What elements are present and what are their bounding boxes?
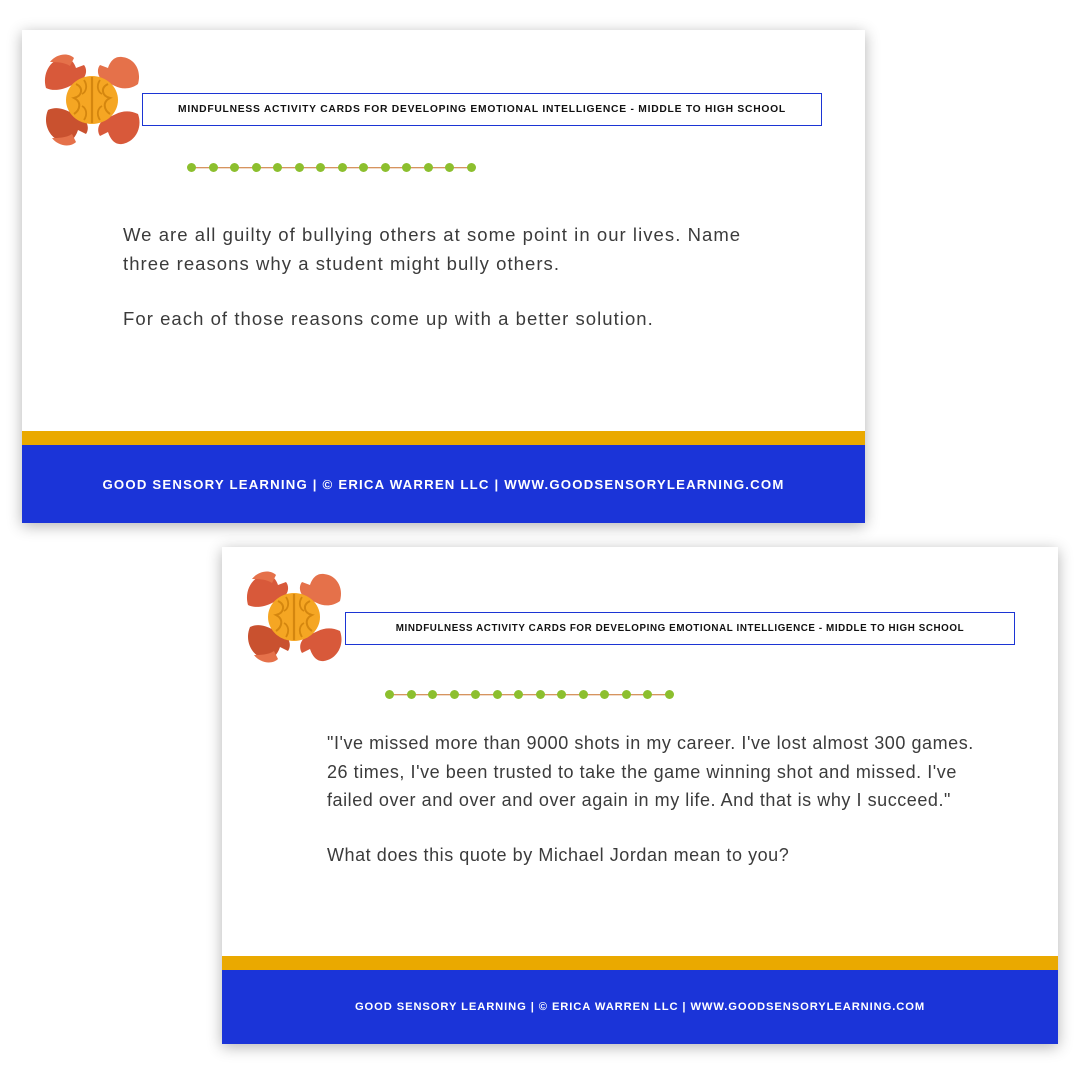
card-title-box (142, 93, 822, 126)
divider-bead (450, 690, 459, 699)
hands-holding-brain-logo-icon (40, 48, 144, 152)
divider-bead (579, 690, 588, 699)
divider-bead (493, 690, 502, 699)
divider-bead (643, 690, 652, 699)
divider-bead (536, 690, 545, 699)
divider-bead (622, 690, 631, 699)
divider-bead (252, 163, 261, 172)
card-paragraph: We are all guilty of bullying others at some point in our lives. Name three reasons why a student might bully others. (123, 224, 742, 274)
card-paragraph: For each of those reasons come up with a better solution. (123, 308, 654, 329)
activity-card-top (22, 30, 865, 523)
divider-bead (338, 163, 347, 172)
divider-bead (381, 163, 390, 172)
divider-bead (665, 690, 674, 699)
card-paragraph: "I've missed more than 9000 shots in my career. I've lost almost 300 games. 26 times, I've been trusted to take the game winning shot and missed. I've failed over and over and over again in my life. And that is why I succeed." (327, 733, 974, 810)
divider-bead (428, 690, 437, 699)
card-title-text: MINDFULNESS ACTIVITY CARDS FOR DEVELOPING EMOTIONAL INTELLIGENCE - MIDDLE TO HIGH SCHOOL (178, 104, 786, 115)
divider-bead (295, 163, 304, 172)
divider-bead (385, 690, 394, 699)
gold-accent-bar (22, 431, 865, 445)
activity-card-bottom (222, 547, 1058, 1044)
gold-accent-bar (222, 956, 1058, 970)
divider-bead (359, 163, 368, 172)
divider-bead (407, 690, 416, 699)
divider-bead (209, 163, 218, 172)
card-title-text: MINDFULNESS ACTIVITY CARDS FOR DEVELOPING EMOTIONAL INTELLIGENCE - MIDDLE TO HIGH SCHOOL (395, 623, 965, 634)
card-footer-bar (222, 970, 1058, 1044)
footer-text: GOOD SENSORY LEARNING | © ERICA WARREN LLC | WWW.GOODSENSORYLEARNING.COM (354, 1001, 926, 1013)
card-body (123, 220, 763, 333)
bead-divider (187, 163, 476, 172)
card-title-box (345, 612, 1015, 645)
divider-bead (316, 163, 325, 172)
divider-bead (424, 163, 433, 172)
hands-holding-brain-logo-icon (242, 565, 346, 669)
divider-bead (514, 690, 523, 699)
card-body (327, 729, 992, 869)
divider-bead (230, 163, 239, 172)
divider-bead (187, 163, 196, 172)
divider-bead (600, 690, 609, 699)
divider-bead (557, 690, 566, 699)
card-paragraph: What does this quote by Michael Jordan mean to you? (327, 844, 790, 865)
divider-bead (471, 690, 480, 699)
divider-bead (445, 163, 454, 172)
divider-bead (402, 163, 411, 172)
divider-bead (273, 163, 282, 172)
footer-text: GOOD SENSORY LEARNING | © ERICA WARREN LLC | WWW.GOODSENSORYLEARNING.COM (102, 476, 785, 492)
divider-bead (467, 163, 476, 172)
card-footer-bar (22, 445, 865, 523)
bead-divider (385, 690, 674, 699)
